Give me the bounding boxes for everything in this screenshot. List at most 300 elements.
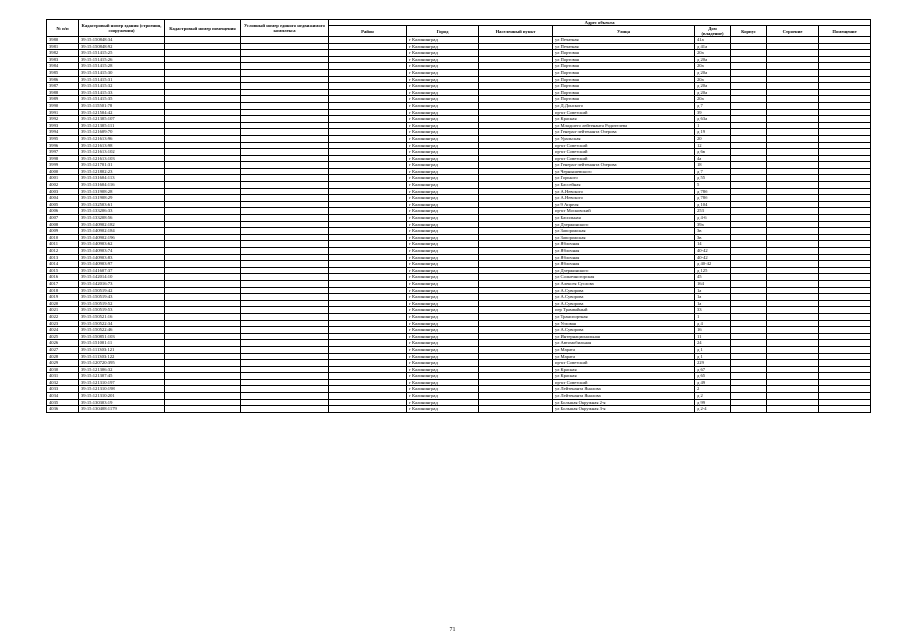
cell-street: ул Бассейная bbox=[553, 182, 695, 189]
cell-complex-number bbox=[241, 287, 329, 294]
cell-complex-number bbox=[241, 294, 329, 301]
table-row bbox=[47, 142, 871, 149]
cell-building-cadastral: 39:15:131908:29 bbox=[79, 195, 165, 202]
cell-room bbox=[819, 353, 871, 360]
cell-room-cadastral bbox=[165, 50, 241, 57]
cell-street: ул А.Невского bbox=[553, 195, 695, 202]
cell-korpus bbox=[731, 234, 767, 241]
cell-building bbox=[767, 208, 819, 215]
cell-complex-number bbox=[241, 195, 329, 202]
cell-building-cadastral: 39:15:140903:83 bbox=[79, 254, 165, 261]
cell-building bbox=[767, 234, 819, 241]
cell-room-cadastral bbox=[165, 313, 241, 320]
cell-city: г Калининград bbox=[407, 294, 479, 301]
cell-house: д 4-6 bbox=[695, 215, 731, 222]
cell-district bbox=[329, 353, 407, 360]
cell-district bbox=[329, 346, 407, 353]
cell-num: 4021 bbox=[47, 307, 79, 314]
cell-building-cadastral: 39:15:142014:10 bbox=[79, 274, 165, 281]
table-row bbox=[47, 313, 871, 320]
table-row bbox=[47, 69, 871, 76]
cell-house: 3в bbox=[695, 228, 731, 235]
table-row bbox=[47, 294, 871, 301]
cell-complex-number bbox=[241, 109, 329, 116]
table-row bbox=[47, 149, 871, 156]
table-row bbox=[47, 96, 871, 103]
table-row bbox=[47, 406, 871, 413]
cell-korpus bbox=[731, 76, 767, 83]
cell-house: д 7 bbox=[695, 102, 731, 109]
cell-house: 1 bbox=[695, 313, 731, 320]
cell-complex-number bbox=[241, 83, 329, 90]
cell-num: 4022 bbox=[47, 313, 79, 320]
cell-house: д 65 bbox=[695, 373, 731, 380]
cell-street: ул 9 Апреля bbox=[553, 201, 695, 208]
cell-korpus bbox=[731, 142, 767, 149]
cell-complex-number bbox=[241, 406, 329, 413]
cell-korpus bbox=[731, 294, 767, 301]
cell-building bbox=[767, 56, 819, 63]
cell-building-cadastral: 39:15:151415:30 bbox=[79, 69, 165, 76]
cell-num: 3988 bbox=[47, 89, 79, 96]
cell-district bbox=[329, 155, 407, 162]
cell-house: д 2-4 bbox=[695, 406, 731, 413]
cell-korpus bbox=[731, 393, 767, 400]
cell-complex-number bbox=[241, 116, 329, 123]
cell-room-cadastral bbox=[165, 182, 241, 189]
cell-num: 3981 bbox=[47, 43, 79, 50]
table-row bbox=[47, 50, 871, 57]
cell-city: г Калининград bbox=[407, 129, 479, 136]
cell-building-cadastral: 39:15:151415:32 bbox=[79, 83, 165, 90]
cell-room-cadastral bbox=[165, 96, 241, 103]
cell-settlement bbox=[479, 241, 553, 248]
cell-house: 20а bbox=[695, 50, 731, 57]
cell-korpus bbox=[731, 135, 767, 142]
cell-street: пр-кт Московский bbox=[553, 208, 695, 215]
cell-street: ул Яблочная bbox=[553, 248, 695, 255]
cell-num: 3999 bbox=[47, 162, 79, 169]
cell-district bbox=[329, 122, 407, 129]
cell-korpus bbox=[731, 399, 767, 406]
cell-room bbox=[819, 50, 871, 57]
cell-district bbox=[329, 215, 407, 222]
cell-korpus bbox=[731, 353, 767, 360]
table-row bbox=[47, 102, 871, 109]
cell-building-cadastral: 39:15:121802:23 bbox=[79, 168, 165, 175]
table-row bbox=[47, 360, 871, 367]
cell-settlement bbox=[479, 379, 553, 386]
cell-district bbox=[329, 50, 407, 57]
cell-complex-number bbox=[241, 69, 329, 76]
cell-settlement bbox=[479, 155, 553, 162]
cell-room-cadastral bbox=[165, 248, 241, 255]
cell-street: ул Автомобильная bbox=[553, 340, 695, 347]
cell-house: д 49 bbox=[695, 379, 731, 386]
cell-house: д 2 bbox=[695, 393, 731, 400]
table-row bbox=[47, 386, 871, 393]
cell-korpus bbox=[731, 228, 767, 235]
cell-district bbox=[329, 129, 407, 136]
cell-num: 4013 bbox=[47, 254, 79, 261]
cell-building-cadastral: 39:15:151415:31 bbox=[79, 76, 165, 83]
cell-building-cadastral: 39:15:130303:19 bbox=[79, 399, 165, 406]
cell-room bbox=[819, 102, 871, 109]
cell-city: г Калининград bbox=[407, 373, 479, 380]
cell-room bbox=[819, 340, 871, 347]
cell-room bbox=[819, 333, 871, 340]
cell-num: 3980 bbox=[47, 37, 79, 44]
cell-korpus bbox=[731, 69, 767, 76]
cell-street: ул Красная bbox=[553, 116, 695, 123]
cell-room bbox=[819, 267, 871, 274]
cell-room-cadastral bbox=[165, 320, 241, 327]
cell-city: г Калининград bbox=[407, 155, 479, 162]
cell-korpus bbox=[731, 267, 767, 274]
cell-korpus bbox=[731, 149, 767, 156]
cell-settlement bbox=[479, 89, 553, 96]
cell-complex-number bbox=[241, 135, 329, 142]
cell-building-cadastral: 39:15:121613:103 bbox=[79, 155, 165, 162]
cell-room-cadastral bbox=[165, 228, 241, 235]
cell-building-cadastral: 39:15:151415:25 bbox=[79, 50, 165, 57]
cell-korpus bbox=[731, 195, 767, 202]
cell-city: г Калининград bbox=[407, 162, 479, 169]
cell-city: г Калининград bbox=[407, 135, 479, 142]
cell-settlement bbox=[479, 373, 553, 380]
cell-complex-number bbox=[241, 274, 329, 281]
cell-room-cadastral bbox=[165, 346, 241, 353]
cell-district bbox=[329, 373, 407, 380]
cell-street: ул Лейтенанта Яналова bbox=[553, 393, 695, 400]
cell-complex-number bbox=[241, 373, 329, 380]
cell-city: г Калининград bbox=[407, 379, 479, 386]
cell-house: 14 bbox=[695, 241, 731, 248]
cell-street: ул Яблочная bbox=[553, 254, 695, 261]
cell-num: 4034 bbox=[47, 393, 79, 400]
cell-num: 3983 bbox=[47, 56, 79, 63]
cell-room-cadastral bbox=[165, 116, 241, 123]
cell-korpus bbox=[731, 122, 767, 129]
cell-complex-number bbox=[241, 208, 329, 215]
cell-settlement bbox=[479, 182, 553, 189]
cell-building bbox=[767, 155, 819, 162]
cell-settlement bbox=[479, 201, 553, 208]
cell-street: ул Марата bbox=[553, 346, 695, 353]
cell-city: г Калининград bbox=[407, 43, 479, 50]
cell-district bbox=[329, 327, 407, 334]
cell-district bbox=[329, 228, 407, 235]
cell-room bbox=[819, 248, 871, 255]
cell-korpus bbox=[731, 215, 767, 222]
cell-korpus bbox=[731, 287, 767, 294]
table-row bbox=[47, 366, 871, 373]
cell-building-cadastral: 39:15:121305:111 bbox=[79, 122, 165, 129]
cell-num: 4012 bbox=[47, 248, 79, 255]
cell-settlement bbox=[479, 83, 553, 90]
cell-korpus bbox=[731, 50, 767, 57]
cell-settlement bbox=[479, 294, 553, 301]
cell-building-cadastral: 39:15:121310:198 bbox=[79, 386, 165, 393]
cell-room-cadastral bbox=[165, 201, 241, 208]
cell-street: пр-кт Советский bbox=[553, 109, 695, 116]
cell-building-cadastral: 39:15:140902:196 bbox=[79, 234, 165, 241]
cell-city: г Калининград bbox=[407, 142, 479, 149]
cell-building-cadastral: 39:15:150851:103 bbox=[79, 333, 165, 340]
cell-num: 4001 bbox=[47, 175, 79, 182]
cell-building bbox=[767, 241, 819, 248]
cell-settlement bbox=[479, 399, 553, 406]
cell-district bbox=[329, 89, 407, 96]
cell-city: г Калининград bbox=[407, 340, 479, 347]
table-row bbox=[47, 320, 871, 327]
table-row bbox=[47, 327, 871, 334]
cell-city: г Калининград bbox=[407, 353, 479, 360]
cell-settlement bbox=[479, 116, 553, 123]
cell-city: г Калининград bbox=[407, 261, 479, 268]
cell-city: г Калининград bbox=[407, 182, 479, 189]
cell-district bbox=[329, 280, 407, 287]
cell-building-cadastral: 39:15:121613:96 bbox=[79, 135, 165, 142]
cell-building-cadastral: 39:15:111303:121 bbox=[79, 346, 165, 353]
cell-building bbox=[767, 313, 819, 320]
cell-num: 3997 bbox=[47, 149, 79, 156]
cell-street: ул Яблочная bbox=[553, 241, 695, 248]
cell-room-cadastral bbox=[165, 353, 241, 360]
cell-room bbox=[819, 327, 871, 334]
cell-city: г Калининград bbox=[407, 76, 479, 83]
cell-num: 4031 bbox=[47, 373, 79, 380]
cell-city: г Калининград bbox=[407, 300, 479, 307]
cell-room-cadastral bbox=[165, 327, 241, 334]
cell-complex-number bbox=[241, 215, 329, 222]
cell-room bbox=[819, 135, 871, 142]
cell-room-cadastral bbox=[165, 254, 241, 261]
cell-building bbox=[767, 353, 819, 360]
cell-settlement bbox=[479, 175, 553, 182]
cell-building bbox=[767, 287, 819, 294]
cell-room bbox=[819, 393, 871, 400]
cell-room-cadastral bbox=[165, 175, 241, 182]
cell-room-cadastral bbox=[165, 221, 241, 228]
cell-building-cadastral: 39:15:121310:201 bbox=[79, 393, 165, 400]
cell-room bbox=[819, 56, 871, 63]
cell-korpus bbox=[731, 274, 767, 281]
cell-building-cadastral: 39:15:121613:98 bbox=[79, 142, 165, 149]
cell-city: г Калининград bbox=[407, 208, 479, 215]
cell-city: г Калининград bbox=[407, 122, 479, 129]
cell-room bbox=[819, 360, 871, 367]
header-korpus: Корпус bbox=[731, 26, 767, 37]
cell-building-cadastral: 39:15:120720:395 bbox=[79, 360, 165, 367]
cell-settlement bbox=[479, 109, 553, 116]
table-row bbox=[47, 261, 871, 268]
cell-house: 41а bbox=[695, 37, 731, 44]
cell-building bbox=[767, 248, 819, 255]
cell-street: ул Горького bbox=[553, 175, 695, 182]
header-room-cadastral: Кадастровый номер помещения bbox=[165, 20, 241, 37]
cell-building bbox=[767, 360, 819, 367]
cell-city: г Калининград bbox=[407, 96, 479, 103]
cell-room-cadastral bbox=[165, 155, 241, 162]
cell-room bbox=[819, 386, 871, 393]
table-body bbox=[47, 37, 871, 413]
cell-district bbox=[329, 320, 407, 327]
cell-building-cadastral: 39:15:150848:92 bbox=[79, 43, 165, 50]
cell-district bbox=[329, 221, 407, 228]
cell-building bbox=[767, 116, 819, 123]
cell-room-cadastral bbox=[165, 274, 241, 281]
cell-house: 40-42 bbox=[695, 248, 731, 255]
cell-room-cadastral bbox=[165, 162, 241, 169]
cell-room-cadastral bbox=[165, 135, 241, 142]
cell-room-cadastral bbox=[165, 43, 241, 50]
cell-settlement bbox=[479, 360, 553, 367]
cell-house: д 63а bbox=[695, 116, 731, 123]
cell-building-cadastral: 39:15:150519:53 bbox=[79, 307, 165, 314]
cell-building-cadastral: 39:15:151415:26 bbox=[79, 56, 165, 63]
cell-building bbox=[767, 83, 819, 90]
cell-num: 3998 bbox=[47, 155, 79, 162]
cell-settlement bbox=[479, 135, 553, 142]
cell-num: 4014 bbox=[47, 261, 79, 268]
cell-street: ул Красная bbox=[553, 366, 695, 373]
cell-num: 3993 bbox=[47, 122, 79, 129]
cell-house: 20 bbox=[695, 135, 731, 142]
cell-korpus bbox=[731, 280, 767, 287]
table-row bbox=[47, 43, 871, 50]
table-row bbox=[47, 287, 871, 294]
cell-room-cadastral bbox=[165, 83, 241, 90]
cell-building-cadastral: 39:15:121305:107 bbox=[79, 116, 165, 123]
cell-room-cadastral bbox=[165, 366, 241, 373]
cell-building-cadastral: 39:15:121306:32 bbox=[79, 366, 165, 373]
cell-complex-number bbox=[241, 346, 329, 353]
cell-room bbox=[819, 43, 871, 50]
cell-street: ул А.Суворова bbox=[553, 327, 695, 334]
cell-complex-number bbox=[241, 188, 329, 195]
table-row bbox=[47, 215, 871, 222]
table-row bbox=[47, 168, 871, 175]
cell-room-cadastral bbox=[165, 102, 241, 109]
cell-room bbox=[819, 221, 871, 228]
cell-building-cadastral: 39:15:151415:33 bbox=[79, 89, 165, 96]
cell-house: 12 bbox=[695, 142, 731, 149]
table-row bbox=[47, 89, 871, 96]
cell-building-cadastral: 39:15:140903:62 bbox=[79, 241, 165, 248]
cell-room bbox=[819, 37, 871, 44]
cell-building bbox=[767, 43, 819, 50]
cell-building bbox=[767, 333, 819, 340]
cell-district bbox=[329, 188, 407, 195]
cell-building-cadastral: 39:15:131908:28 bbox=[79, 188, 165, 195]
cell-house: д 1 bbox=[695, 353, 731, 360]
cell-district bbox=[329, 149, 407, 156]
cell-building-cadastral: 39:15:150848:34 bbox=[79, 37, 165, 44]
table-header bbox=[47, 20, 871, 37]
cell-district bbox=[329, 168, 407, 175]
cell-korpus bbox=[731, 320, 767, 327]
cell-room bbox=[819, 294, 871, 301]
cell-street: ул Транспортная bbox=[553, 313, 695, 320]
cell-district bbox=[329, 360, 407, 367]
table-row bbox=[47, 340, 871, 347]
cell-district bbox=[329, 307, 407, 314]
cell-district bbox=[329, 386, 407, 393]
cell-room bbox=[819, 399, 871, 406]
cell-street: ул Яблочная bbox=[553, 261, 695, 268]
cell-settlement bbox=[479, 333, 553, 340]
cell-city: г Калининград bbox=[407, 102, 479, 109]
cell-settlement bbox=[479, 366, 553, 373]
cell-complex-number bbox=[241, 142, 329, 149]
table-row bbox=[47, 129, 871, 136]
cell-street: ул Марата bbox=[553, 353, 695, 360]
cell-num: 3986 bbox=[47, 76, 79, 83]
cell-room bbox=[819, 63, 871, 70]
cell-building bbox=[767, 69, 819, 76]
table-row bbox=[47, 234, 871, 241]
cell-num: 4028 bbox=[47, 353, 79, 360]
cell-room bbox=[819, 122, 871, 129]
cell-city: г Калининград bbox=[407, 307, 479, 314]
cell-district bbox=[329, 195, 407, 202]
cell-building-cadastral: 39:15:150519:42 bbox=[79, 287, 165, 294]
table-row bbox=[47, 195, 871, 202]
cell-settlement bbox=[479, 102, 553, 109]
cell-street: пр-кт Советский bbox=[553, 149, 695, 156]
cell-room bbox=[819, 215, 871, 222]
cell-building bbox=[767, 274, 819, 281]
cell-city: г Калининград bbox=[407, 149, 479, 156]
table-row bbox=[47, 208, 871, 215]
cell-building bbox=[767, 340, 819, 347]
cell-house: 4а bbox=[695, 155, 731, 162]
header-building-cadastral: Кадастровый номер здания (строения, сооружения) bbox=[79, 20, 165, 37]
cell-room bbox=[819, 228, 871, 235]
cell-street: ул А.Суворова bbox=[553, 294, 695, 301]
cell-district bbox=[329, 116, 407, 123]
cell-korpus bbox=[731, 208, 767, 215]
table-row bbox=[47, 109, 871, 116]
cell-district bbox=[329, 37, 407, 44]
table-row bbox=[47, 63, 871, 70]
header-house: Дом (владение) bbox=[695, 26, 731, 37]
cell-building bbox=[767, 261, 819, 268]
cell-building-cadastral: 39:15:140903:74 bbox=[79, 248, 165, 255]
cell-street: ул Лейтенанта Яналова bbox=[553, 386, 695, 393]
cell-building bbox=[767, 182, 819, 189]
cell-room bbox=[819, 346, 871, 353]
cell-korpus bbox=[731, 386, 767, 393]
cell-city: г Калининград bbox=[407, 320, 479, 327]
cell-settlement bbox=[479, 307, 553, 314]
cell-city: г Калининград bbox=[407, 37, 479, 44]
cell-room bbox=[819, 96, 871, 103]
cell-num: 4016 bbox=[47, 274, 79, 281]
cell-house: 5 bbox=[695, 182, 731, 189]
cell-room bbox=[819, 241, 871, 248]
cell-house: 40-42 bbox=[695, 254, 731, 261]
cell-num: 4023 bbox=[47, 320, 79, 327]
cell-room-cadastral bbox=[165, 234, 241, 241]
cell-building bbox=[767, 201, 819, 208]
cell-street: пр-кт Советский bbox=[553, 360, 695, 367]
cell-house: д 1 bbox=[695, 346, 731, 353]
cell-room-cadastral bbox=[165, 109, 241, 116]
cell-city: г Калининград bbox=[407, 234, 479, 241]
cell-district bbox=[329, 399, 407, 406]
